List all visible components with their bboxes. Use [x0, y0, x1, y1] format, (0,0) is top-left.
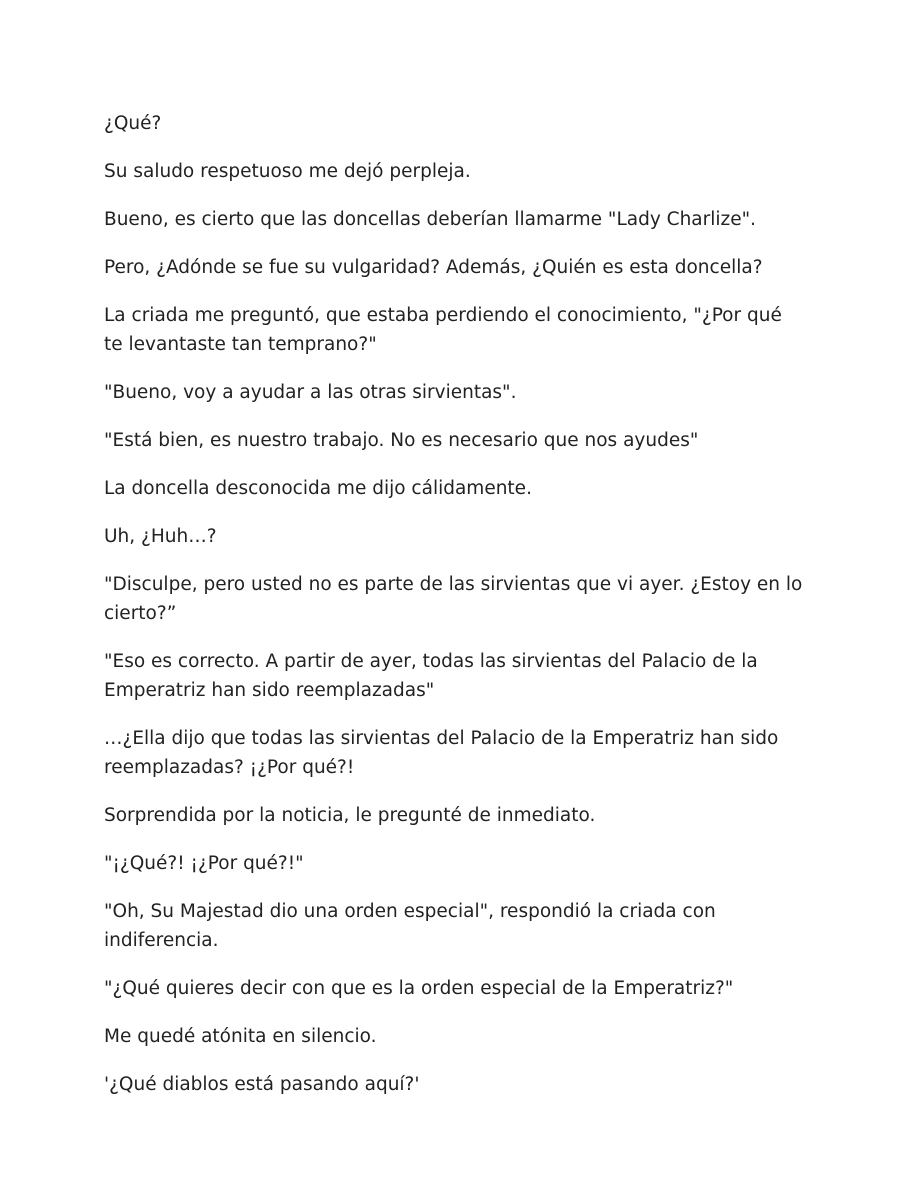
paragraph: "Está bien, es nuestro trabajo. No es necesario que nos ayudes" — [104, 430, 699, 451]
paragraph: "Oh, Su Majestad dio una orden especial", respondió la criada con indiferencia. — [104, 901, 716, 951]
paragraph: Pero, ¿Adónde se fue su vulgaridad? Además, ¿Quién es esta doncella? — [104, 257, 763, 278]
paragraph: Bueno, es cierto que las doncellas deberían llamarme "Lady Charlize". — [104, 209, 757, 230]
paragraph: ¿Qué? — [104, 113, 162, 134]
paragraph: Uh, ¿Huh…? — [104, 526, 217, 547]
paragraph: "¡¿Qué?! ¡¿Por qué?!" — [104, 853, 304, 874]
document-body — [104, 109, 804, 1118]
paragraph: Su saludo respetuoso me dejó perpleja. — [104, 161, 471, 182]
paragraph: '¿Qué diablos está pasando aquí?' — [104, 1074, 420, 1095]
paragraph: …¿Ella dijo que todas las sirvientas del Palacio de la Emperatriz han sido reemplazadas? ¡¿Por qué?! — [104, 728, 779, 778]
paragraph: Me quedé atónita en silencio. — [104, 1026, 377, 1047]
paragraph: La criada me preguntó, que estaba perdiendo el conocimiento, "¿Por qué te levantaste tan temprano?" — [104, 305, 782, 355]
paragraph: "Bueno, voy a ayudar a las otras sirvientas". — [104, 382, 517, 403]
paragraph: "Eso es correcto. A partir de ayer, todas las sirvientas del Palacio de la Emperatriz han sido reemplazadas" — [104, 651, 758, 701]
paragraph: "¿Qué quieres decir con que es la orden especial de la Emperatriz?" — [104, 978, 734, 999]
paragraph: "Disculpe, pero usted no es parte de las sirvientas que vi ayer. ¿Estoy en lo cierto?” — [104, 574, 803, 624]
paragraph: La doncella desconocida me dijo cálidamente. — [104, 478, 532, 499]
paragraph: Sorprendida por la noticia, le pregunté de inmediato. — [104, 805, 596, 826]
